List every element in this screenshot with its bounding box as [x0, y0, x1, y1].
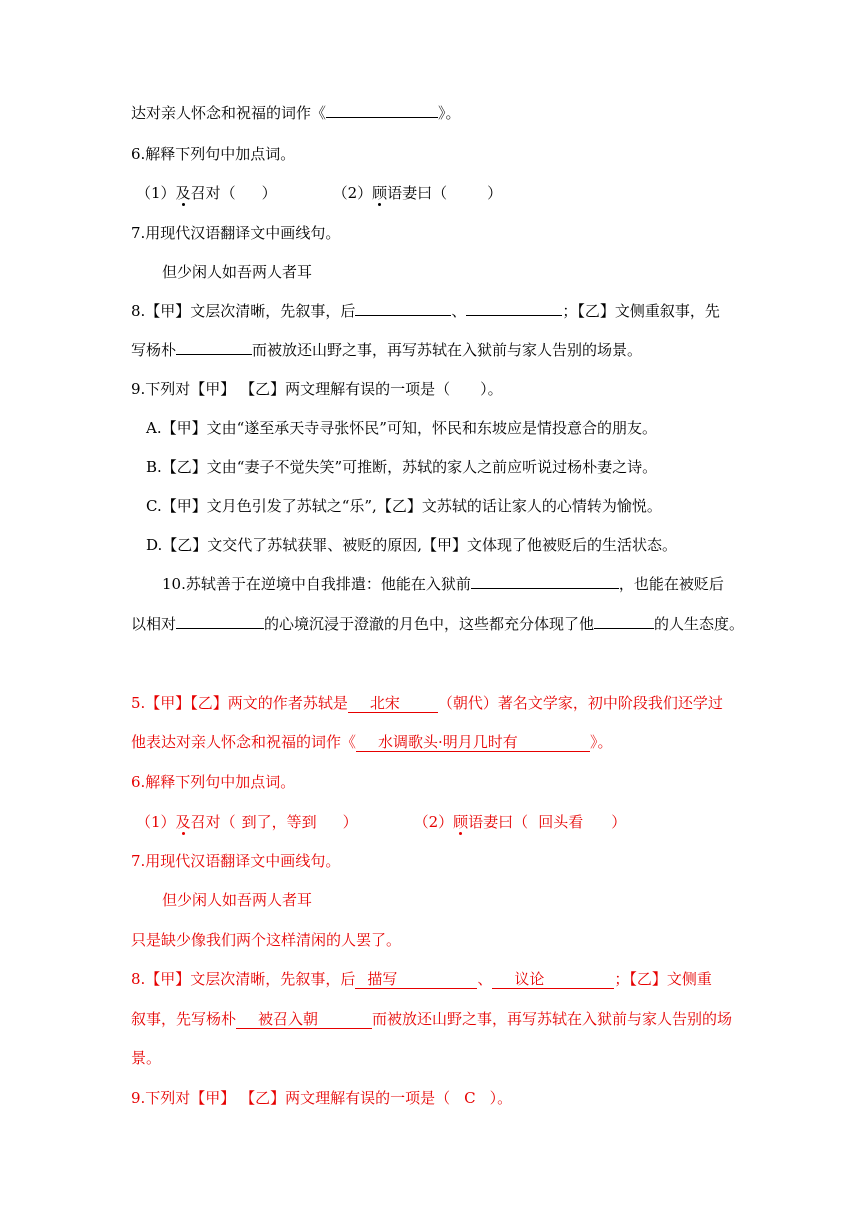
q5-text-end: 》。 — [438, 104, 461, 122]
q6-1-num: （1） — [136, 184, 176, 202]
q8-blank-1 — [355, 315, 451, 316]
q9-option-d: D.【乙】文交代了苏轼获罪、被贬的原因,【甲】文体现了他被贬后的生活状态。 — [146, 536, 678, 554]
a7-title: 7.用现代汉语翻译文中画线句。 — [131, 852, 341, 870]
q6-2-num: （2） — [332, 184, 373, 202]
a8-line2 — [131, 1007, 732, 1031]
a8-answer-1: 描写 — [355, 970, 477, 989]
a8-text-3: 叙事，先写杨朴 — [131, 1010, 237, 1028]
q10-blank-1 — [471, 588, 619, 589]
a8-line1 — [131, 967, 712, 991]
q6-1-dotted-word: 及 — [175, 184, 191, 202]
a5-line2 — [131, 730, 613, 754]
a9-text: 9.下列对【甲】 【乙】两文理解有误的一项是（ — [131, 1089, 451, 1107]
q6-1-close: ） — [261, 184, 277, 202]
q8-blank-3 — [176, 354, 252, 355]
a6-2-num: （2） — [413, 813, 454, 831]
a5-line1 — [131, 691, 723, 715]
q10-text-5: 的人生态度。 — [654, 615, 745, 633]
q7-sentence: 但少闲人如吾两人者耳 — [162, 263, 313, 281]
q8-blank-2 — [466, 315, 562, 316]
q9-option-c: C.【甲】文月色引发了苏轼之“乐”,【乙】文苏轼的话让家人的心情转为愉悦。 — [146, 497, 662, 515]
a5-text-4: 》。 — [590, 733, 613, 751]
a8-text-4: 而被放还山野之事，再写苏轼在入狱前与家人告别的场 — [372, 1010, 733, 1028]
a8-text-2: ；【乙】文侧重 — [614, 970, 712, 988]
q5-continuation — [131, 101, 461, 125]
a5-text-2: （朝代）著名文学家，初中阶段我们还学过 — [437, 694, 723, 712]
q10-blank-2 — [176, 628, 264, 629]
a5-text: 5.【甲】【乙】两文的作者苏轼是 — [131, 694, 348, 712]
q9-option-b: B.【乙】文由“妻子不觉失笑”可推断，苏轼的家人之前应听说过杨朴妻之诗。 — [146, 458, 658, 476]
a9-answer: C — [464, 1089, 476, 1107]
q9-title: 9.下列对【甲】 【乙】两文理解有误的一项是（ ）。 — [131, 380, 503, 398]
a6-1-text: 召对（ — [190, 813, 236, 831]
a8-answer-2: 议论 — [492, 970, 614, 989]
a5-text-3: 他表达对亲人怀念和祝福的词作《 — [131, 733, 357, 751]
a9-title — [131, 1086, 512, 1110]
q6-title: 6.解释下列句中加点词。 — [131, 145, 296, 163]
q10-line1 — [162, 572, 724, 596]
q6-1-text: 召对（ — [190, 184, 236, 202]
q8-text-3: 写杨朴 — [131, 341, 177, 359]
q6-items — [136, 181, 502, 205]
q6-2-dotted-word: 顾 — [372, 184, 388, 202]
a6-title: 6.解释下列句中加点词。 — [131, 773, 296, 791]
a8-sep: 、 — [477, 970, 493, 988]
a6-2-answer: 回头看 — [538, 813, 584, 831]
a6-1-answer: 到了，等到 — [241, 813, 317, 831]
a7-answer: 只是缺少像我们两个这样清闲的人罢了。 — [131, 931, 402, 949]
q5-blank — [326, 117, 438, 118]
a6-1-dotted-word: 及 — [175, 813, 191, 831]
a5-answer-poem: 水调歌头·明月几时有 — [356, 733, 590, 752]
q10-text-2: ，也能在被贬后 — [618, 575, 724, 593]
q10-blank-3 — [594, 628, 654, 629]
a5-answer-dynasty: 北宋 — [348, 694, 438, 713]
a6-items — [136, 810, 626, 834]
a6-2-dotted-word: 顾 — [453, 813, 469, 831]
a8-answer-3: 被召入朝 — [236, 1010, 372, 1029]
q8-sep: 、 — [451, 302, 467, 320]
q8-line1 — [131, 299, 720, 323]
q10-line2 — [131, 612, 744, 636]
a8-text: 8.【甲】文层次清晰，先叙事，后 — [131, 970, 356, 988]
q10-text-4: 的心境沉浸于澄澈的月色中，这些都充分体现了他 — [264, 615, 595, 633]
q6-2-close: ） — [487, 184, 503, 202]
q8-text: 8.【甲】文层次清晰，先叙事，后 — [131, 302, 356, 320]
q8-line2 — [131, 338, 642, 362]
a6-2-close: ） — [611, 813, 627, 831]
q9-option-a: A.【甲】文由“遂至承天寺寻张怀民”可知，怀民和东坡应是情投意合的朋友。 — [146, 419, 657, 437]
a8-line3: 景。 — [131, 1049, 162, 1067]
q10-text: 10.苏轼善于在逆境中自我排遣：他能在入狱前 — [162, 575, 471, 593]
a9-text-end: ）。 — [489, 1089, 513, 1107]
q6-2-text: 语妻曰（ — [387, 184, 448, 202]
q8-text-4: 而被放还山野之事，再写苏轼在入狱前与家人告别的场景。 — [252, 341, 643, 359]
q8-text-2: ；【乙】文侧重叙事，先 — [562, 302, 720, 320]
a6-1-num: （1） — [136, 813, 176, 831]
q7-title: 7.用现代汉语翻译文中画线句。 — [131, 224, 341, 242]
a6-1-close: ） — [342, 813, 358, 831]
a7-sentence: 但少闲人如吾两人者耳 — [162, 891, 313, 909]
q5-text: 达对亲人怀念和祝福的词作《 — [131, 104, 327, 122]
a6-2-text: 语妻曰（ — [468, 813, 529, 831]
q10-text-3: 以相对 — [131, 615, 177, 633]
